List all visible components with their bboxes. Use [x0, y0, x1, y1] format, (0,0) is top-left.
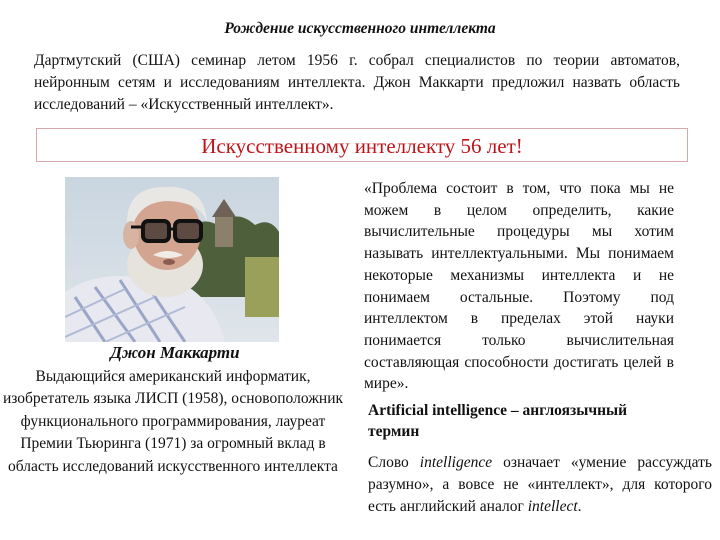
word-intellect: intellect	[527, 498, 578, 515]
word-intelligence: intelligence	[419, 454, 493, 471]
word-note-text: означает «умение рассуждать разумно», а вовсе не «интеллект», для которого есть английский аналог	[368, 454, 712, 515]
intro-paragraph: Дартмутский (США) семинар летом 1956 г. собрал специалистов по теории автоматов, нейронным сетям и исследованиям интеллекта. Джон Маккарти предложил назвать область исследований – «Искусственный интеллект».	[34, 52, 680, 113]
word-note-text: .	[577, 498, 582, 515]
portrait-photo	[65, 177, 279, 342]
person-bio: Выдающийся американский информатик, изобретатель языка ЛИСП (1958), основоположник функционального программирования, лауреат Премии Тьюринга (1971) за огромный вклад в область исследований искусственного интеллекта	[2, 368, 344, 475]
term-definition: Artificial intelligence – англоязычный термин	[368, 402, 628, 440]
anniversary-banner: Искусственному интеллекту 56 лет!	[36, 128, 688, 162]
word-meaning-note	[368, 452, 712, 518]
person-name: Джон Маккарти	[110, 343, 240, 362]
slide-title: Рождение искусственного интеллекта	[224, 20, 496, 37]
word-note-text: Слово	[368, 454, 420, 471]
mccarthy-quote: «Проблема состоит в том, что пока мы не можем в целом определить, какие вычислительные процедуры мы хотим называть интеллектуальными. Мы понимаем некоторые механизмы интеллекта и не понимаем остальные. Поэтому под интеллектом в пределах этой науки понимается только вычислительная составляющая способности достигать целей в мире».	[364, 180, 674, 393]
